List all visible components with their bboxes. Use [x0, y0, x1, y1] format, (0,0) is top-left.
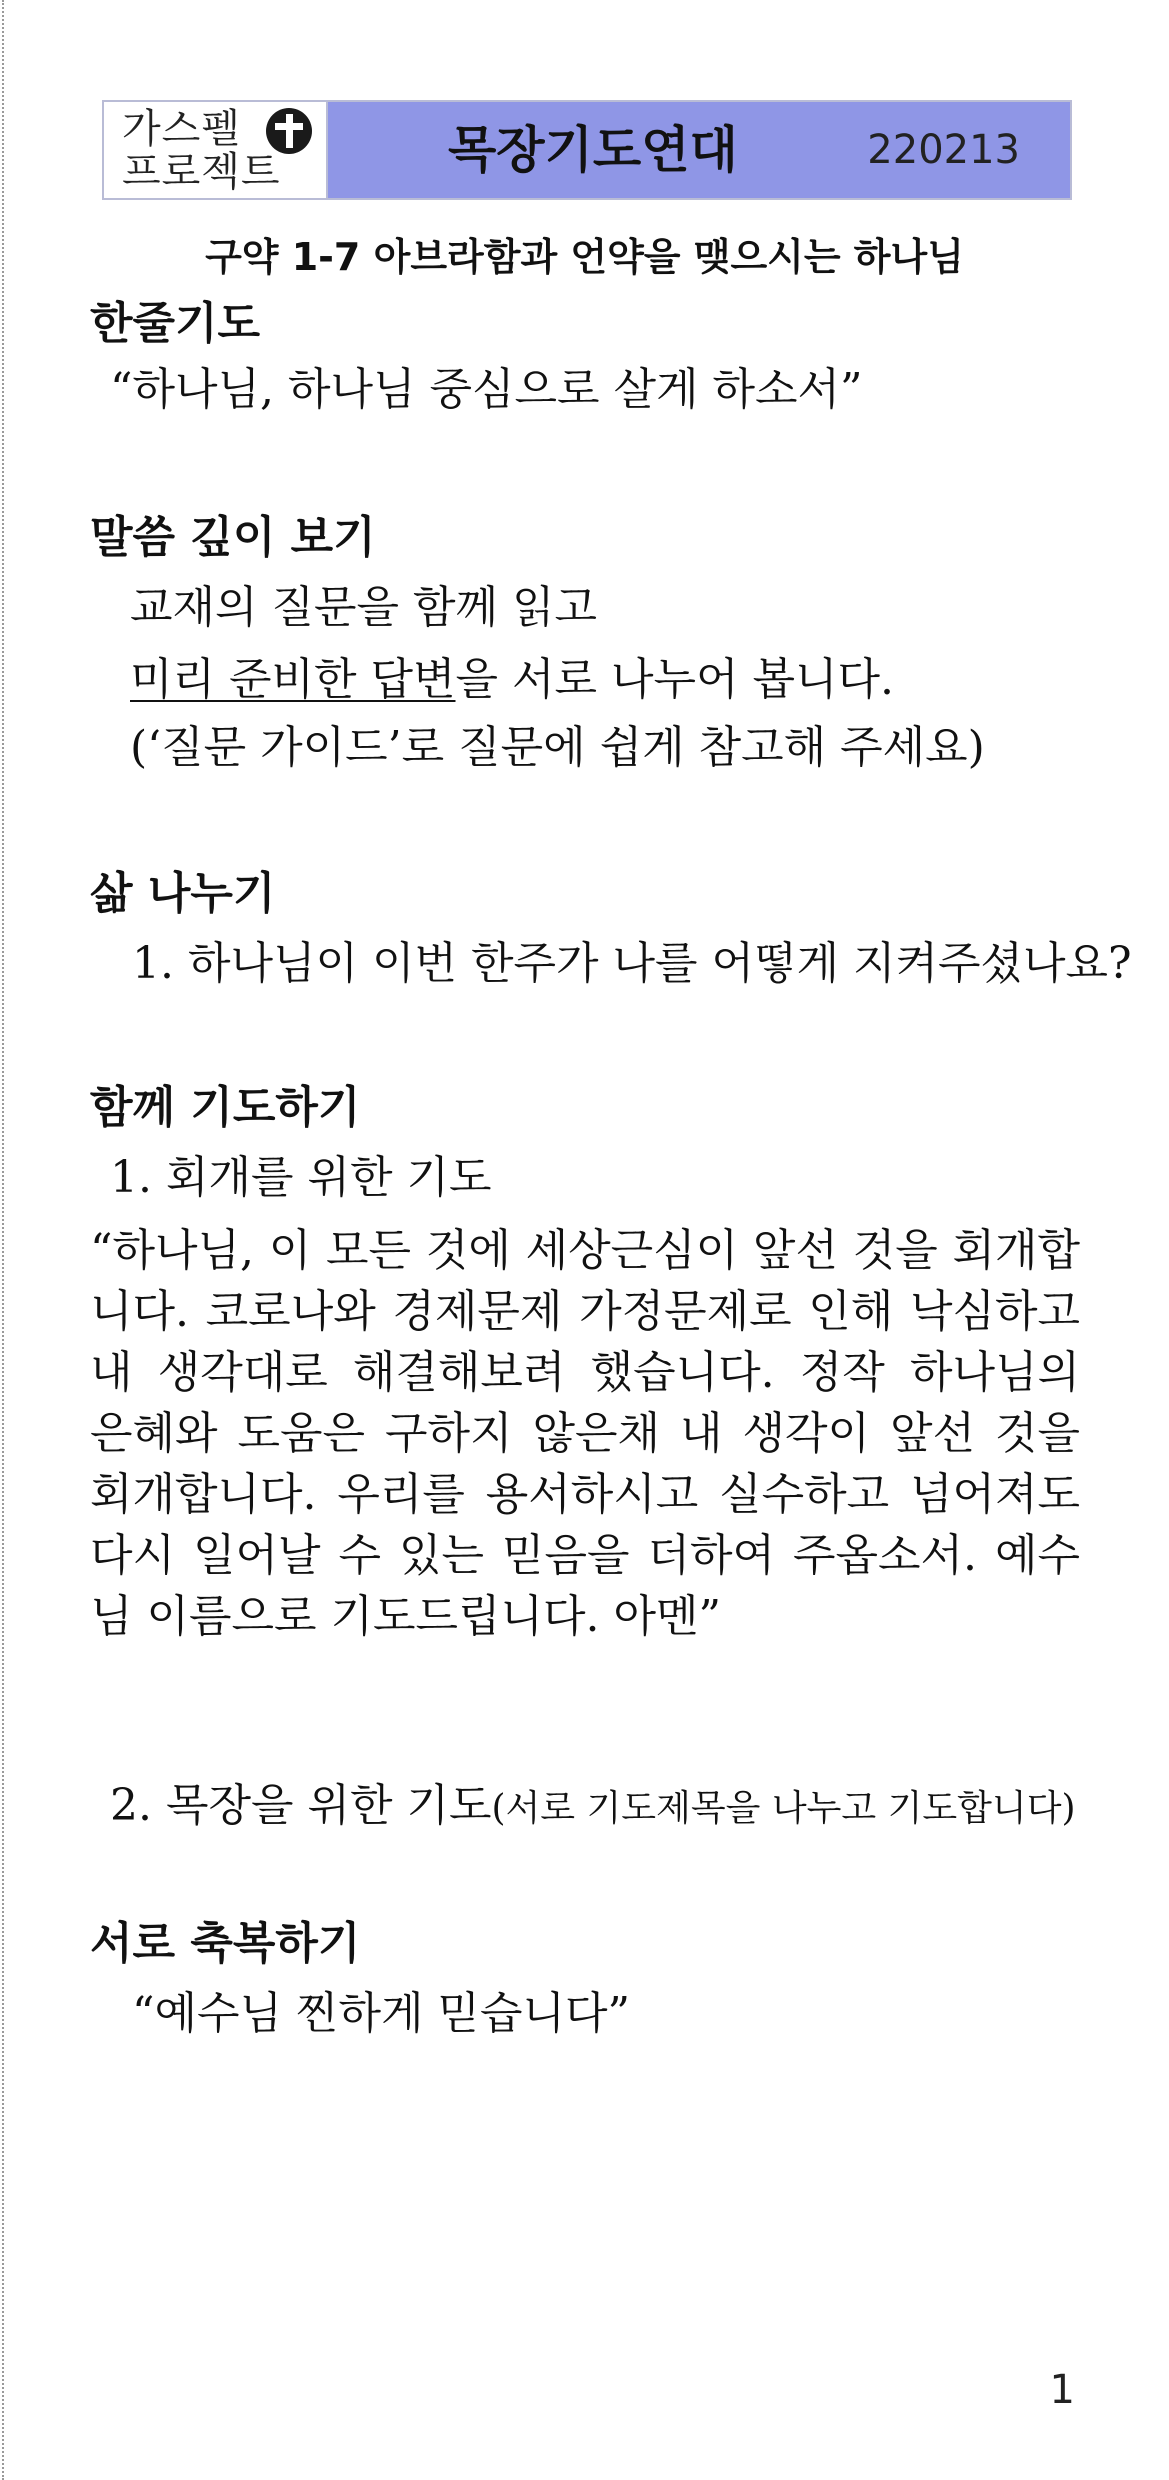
heading-one-line-prayer: 한줄기도 [90, 298, 261, 349]
title-banner [328, 102, 1070, 198]
life-sharing-item1: 1. 하나님이 이번 한주가 나를 어떻게 지켜주셨나요? [132, 938, 1132, 989]
prepared-answer-underlined: 미리 준비한 답변 [130, 654, 456, 705]
cross-icon [266, 108, 312, 154]
blessing-text: “예수님 찐하게 믿습니다” [132, 1988, 630, 2039]
page-number: 1 [1049, 2367, 1075, 2413]
pray-item2-title: 2. 목장을 위한 기도 [110, 1780, 492, 1831]
deep-word-line1: 교재의 질문을 함께 읽고 [130, 582, 597, 633]
deep-word-line3: (‘질문 가이드’로 질문에 쉽게 참고해 주세요) [130, 722, 985, 773]
repentance-prayer-text: “하나님, 이 모든 것에 세상근심이 앞선 것을 회개합니다. 코로나와 경제문제 가정문제로 인해 낙심하고 내 생각대로 해결해보려 했습니다. 정작 하나님의 은혜와 도움은 구하지 않은채 내 생각이 앞선 것을 회개합니다. 우리를 용서하시고 실수하고 넘어져도 다시 일어날 수 있는 믿음을 더하여 주옵소서. 예수님 이름으로 기도드립니다. 아멘” [90, 1225, 1081, 1642]
lesson-subtitle: 구약 1-7 아브라함과 언약을 맺으시는 하나님 [205, 235, 964, 279]
pray-item2 [110, 1776, 1076, 1839]
issue-date: 220213 [867, 127, 1020, 173]
header-banner [102, 100, 1072, 200]
logo-text-line1: 가스펠 [122, 106, 241, 152]
gospel-project-logo [104, 102, 328, 198]
heading-life-sharing: 삶 나누기 [90, 868, 276, 919]
heading-bless-each-other: 서로 축복하기 [90, 1918, 361, 1969]
deep-word-line2-rest: 을 서로 나누어 봅니다. [455, 654, 894, 705]
page-title: 목장기도연대 [448, 121, 738, 179]
heading-deep-word: 말씀 깊이 보기 [90, 512, 376, 563]
heading-pray-together: 함께 기도하기 [90, 1082, 361, 1133]
pray-item1-title: 1. 회개를 위한 기도 [110, 1152, 492, 1203]
one-line-prayer-text: “하나님, 하나님 중심으로 살게 하소서” [110, 364, 863, 415]
logo-text-line2: 프로젝트 [122, 149, 281, 195]
pray-item2-note: (서로 기도제목을 나누고 기도합니다) [491, 1788, 1076, 1829]
deep-word-line2 [130, 650, 894, 710]
